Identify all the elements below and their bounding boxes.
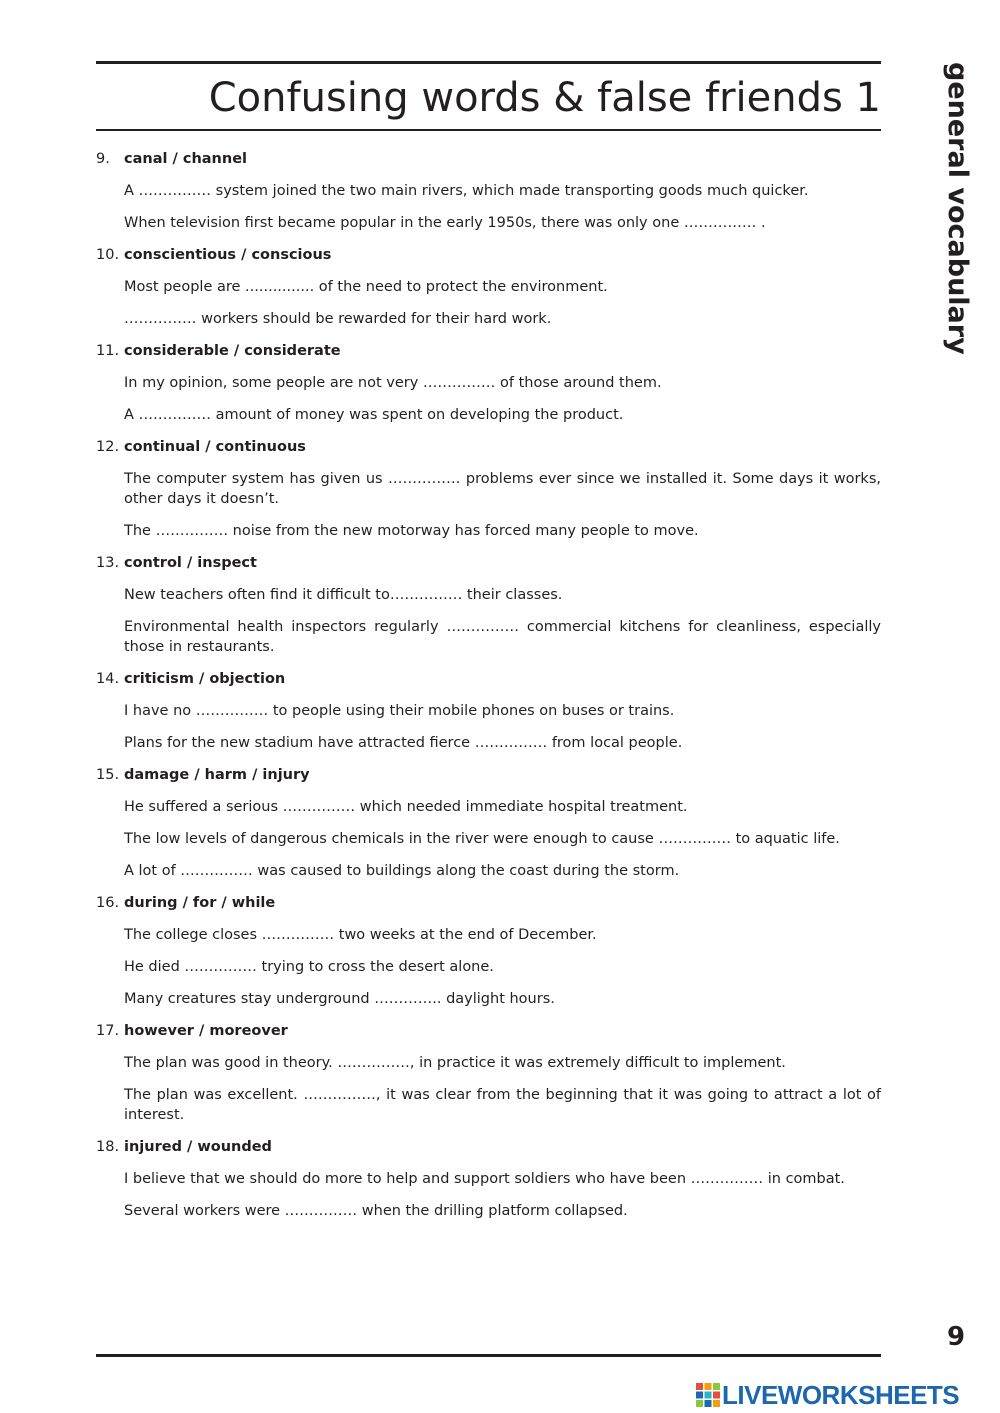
gap-fill-sentence: Environmental health inspectors regularly …………… commercial kitchens for cleanliness, especially those in restaurants. [124, 619, 881, 655]
gap-fill-sentence: He suffered a serious …………… which needed immediate hospital treatment. [124, 799, 688, 815]
gap-fill-sentence: The …………… noise from the new motorway has forced many people to move. [124, 523, 699, 539]
exercise-word-pair: canal / channel [124, 151, 248, 167]
exercise-number: 9. [96, 151, 110, 167]
exercise-number: 10. [96, 247, 120, 263]
exercise-number: 13. [96, 555, 120, 571]
logo-tiles-icon [696, 1383, 720, 1407]
exercise-item [96, 553, 881, 657]
gap-fill-sentence: Many creatures stay underground ………….. daylight hours. [124, 991, 555, 1007]
exercise-heading [96, 341, 881, 361]
gap-fill-sentence: He died …………… trying to cross the desert alone. [124, 959, 494, 975]
title-rule [96, 129, 881, 131]
exercise-item [96, 669, 881, 753]
exercise-item [96, 437, 881, 541]
gap-fill-sentence: The plan was good in theory. ……………, in practice it was extremely difficult to implement. [124, 1055, 786, 1071]
exercise-number: 18. [96, 1139, 120, 1155]
gap-fill-sentence: …………… workers should be rewarded for their hard work. [124, 311, 552, 327]
exercise-item [96, 245, 881, 329]
exercise-heading [96, 893, 881, 913]
exercise-item [96, 341, 881, 425]
exercise-item [96, 149, 881, 233]
gap-fill-sentence: The plan was excellent. ……………, it was clear from the beginning that it was going to attract a lot of interest. [124, 1087, 881, 1123]
liveworksheets-logo[interactable] [696, 1381, 959, 1409]
exercise-list [96, 149, 881, 1233]
gap-fill-sentence: A lot of …………… was caused to buildings along the coast during the storm. [124, 863, 680, 879]
gap-fill-sentence: Plans for the new stadium have attracted fierce …………… from local people. [124, 735, 683, 751]
top-rule [96, 61, 881, 64]
gap-fill-sentence: When television first became popular in the early 1950s, there was only one …………… . [124, 215, 766, 231]
section-side-label: general vocabulary [942, 62, 973, 355]
exercise-item [96, 1137, 881, 1221]
gap-fill-sentence: Most people are ............... of the need to protect the environment. [124, 279, 608, 295]
gap-fill-sentence: A …………… system joined the two main rivers, which made transporting goods much quicker. [124, 183, 809, 199]
exercise-heading [96, 1137, 881, 1157]
gap-fill-sentence: In my opinion, some people are not very …………… of those around them. [124, 375, 662, 391]
exercise-word-pair: control / inspect [124, 555, 257, 571]
exercise-word-pair: injured / wounded [124, 1139, 272, 1155]
page-title: Confusing words & false friends 1 [208, 75, 881, 121]
exercise-item [96, 1021, 881, 1125]
gap-fill-sentence: The college closes …………… two weeks at the end of December. [124, 927, 597, 943]
exercise-word-pair: continual / continuous [124, 439, 306, 455]
exercise-heading [96, 149, 881, 169]
exercise-item [96, 765, 881, 881]
exercise-number: 15. [96, 767, 120, 783]
exercise-number: 16. [96, 895, 120, 911]
gap-fill-sentence: The computer system has given us …………… problems ever since we installed it. Some days it works, other days it doesn’t. [124, 471, 881, 507]
exercise-word-pair: damage / harm / injury [124, 767, 310, 783]
gap-fill-sentence: Several workers were …………… when the drilling platform collapsed. [124, 1203, 628, 1219]
logo-text: LIVEWORKSHEETS [722, 1380, 960, 1410]
exercise-word-pair: criticism / objection [124, 671, 286, 687]
exercise-heading [96, 765, 881, 785]
exercise-word-pair: conscientious / conscious [124, 247, 332, 263]
exercise-number: 14. [96, 671, 120, 687]
exercise-number: 12. [96, 439, 120, 455]
exercise-heading [96, 669, 881, 689]
gap-fill-sentence: A …………… amount of money was spent on developing the product. [124, 407, 624, 423]
exercise-heading [96, 553, 881, 573]
gap-fill-sentence: I believe that we should do more to help and support soldiers who have been …………… in combat. [124, 1171, 845, 1187]
page-number: 9 [947, 1322, 966, 1352]
exercise-word-pair: however / moreover [124, 1023, 288, 1039]
exercise-heading [96, 245, 881, 265]
bottom-rule [96, 1354, 881, 1357]
gap-fill-sentence: The low levels of dangerous chemicals in the river were enough to cause …………… to aquatic life. [124, 831, 840, 847]
exercise-word-pair: during / for / while [124, 895, 276, 911]
exercise-heading [96, 437, 881, 457]
exercise-heading [96, 1021, 881, 1041]
gap-fill-sentence: New teachers often find it difficult to…………… their classes. [124, 587, 563, 603]
exercise-number: 17. [96, 1023, 120, 1039]
gap-fill-sentence: I have no …………… to people using their mobile phones on buses or trains. [124, 703, 675, 719]
exercise-number: 11. [96, 343, 120, 359]
exercise-item [96, 893, 881, 1009]
exercise-word-pair: considerable / considerate [124, 343, 341, 359]
